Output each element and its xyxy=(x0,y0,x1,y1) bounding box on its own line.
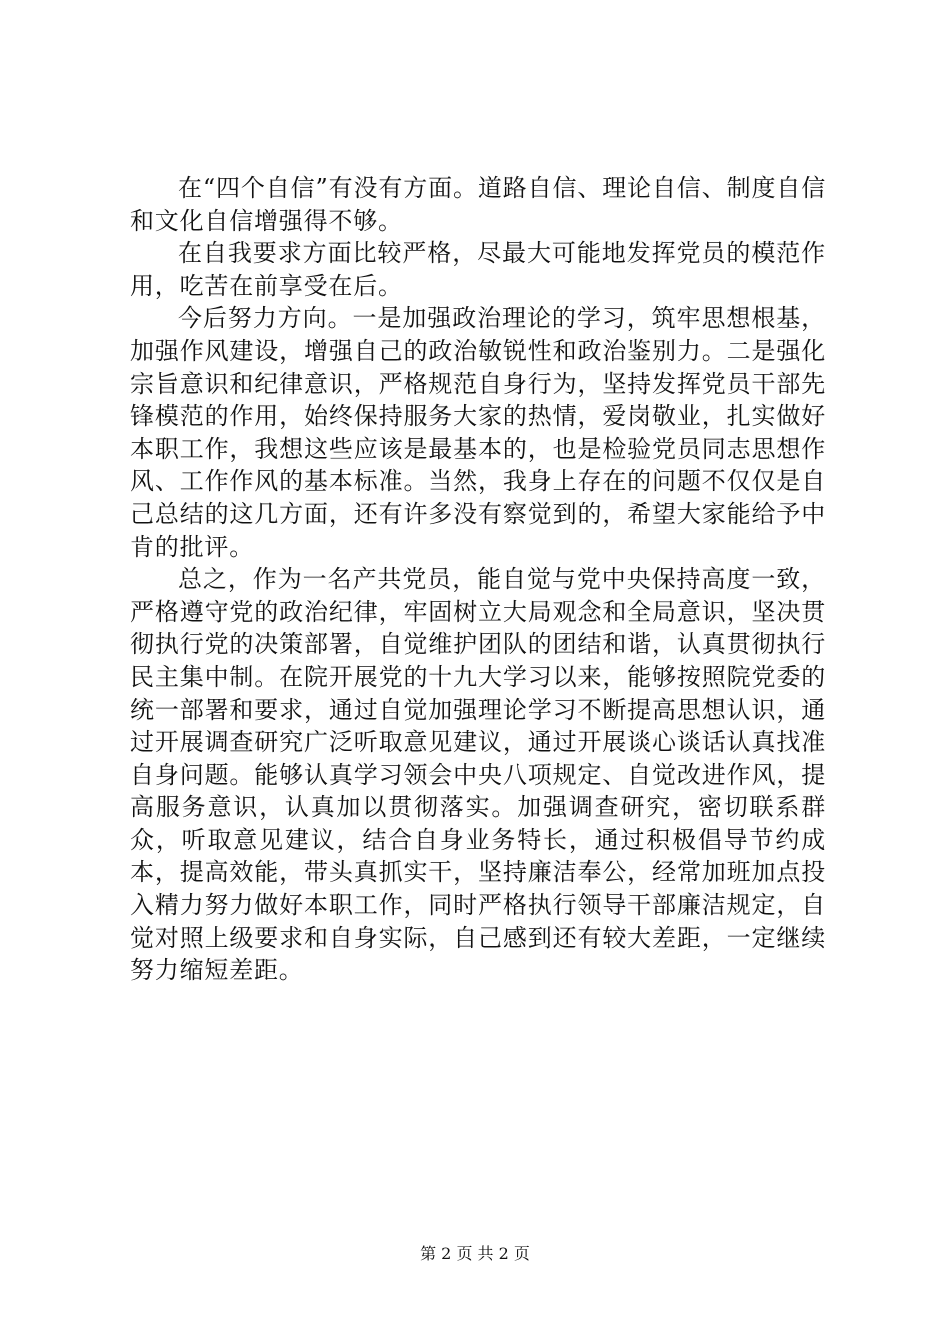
document-body xyxy=(130,172,826,987)
paragraph-self-requirements: 在自我要求方面比较严格，尽最大可能地发挥党员的模范作用，吃苦在前享受在后。 xyxy=(130,239,826,300)
paragraph-future-direction: 今后努力方向。一是加强政治理论的学习，筑牢思想根基，加强作风建设，增强自己的政治敏锐性和政治鉴别力。二是强化宗旨意识和纪律意识，严格规范自身行为，坚持发挥党员干部先锋模范的作用，始终保持服务大家的热情，爱岗敬业，扎实做好本职工作，我想这些应该是最基本的，也是检验党员同志思想作风、工作作风的基本标准。当然，我身上存在的问题不仅仅是自己总结的这几方面，还有许多没有察觉到的，希望大家能给予中肯的批评。 xyxy=(130,304,826,561)
paragraph-four-confidences: 在“四个自信”有没有方面。道路自信、理论自信、制度自信和文化自信增强得不够。 xyxy=(130,174,826,235)
paragraph-summary: 总之，作为一名产共党员，能自觉与党中央保持高度一致，严格遵守党的政治纪律，牢固树立大局观念和全局意识，坚决贯彻执行党的决策部署，自觉维护团队的团结和谐，认真贯彻执行民主集中制。在院开展党的十九大学习以来，能够按照院党委的统一部署和要求，通过自觉加强理论学习不断提高思想认识，通过开展调查研究广泛听取意见建议，通过开展谈心谈话认真找准自身问题。能够认真学习领会中央八项规定、自觉改进作风，提高服务意识，认真加以贯彻落实。加强调查研究，密切联系群众，听取意见建议，结合自身业务特长，通过积极倡导节约成本，提高效能，带头真抓实干，坚持廉洁奉公，经常加班加点投入精力努力做好本职工作，同时严格执行领导干部廉洁规定，自觉对照上级要求和自身实际，自己感到还有较大差距，一定继续努力缩短差距。 xyxy=(130,565,826,985)
page-number-footer: 第 2 页 共 2 页 xyxy=(420,1244,530,1263)
